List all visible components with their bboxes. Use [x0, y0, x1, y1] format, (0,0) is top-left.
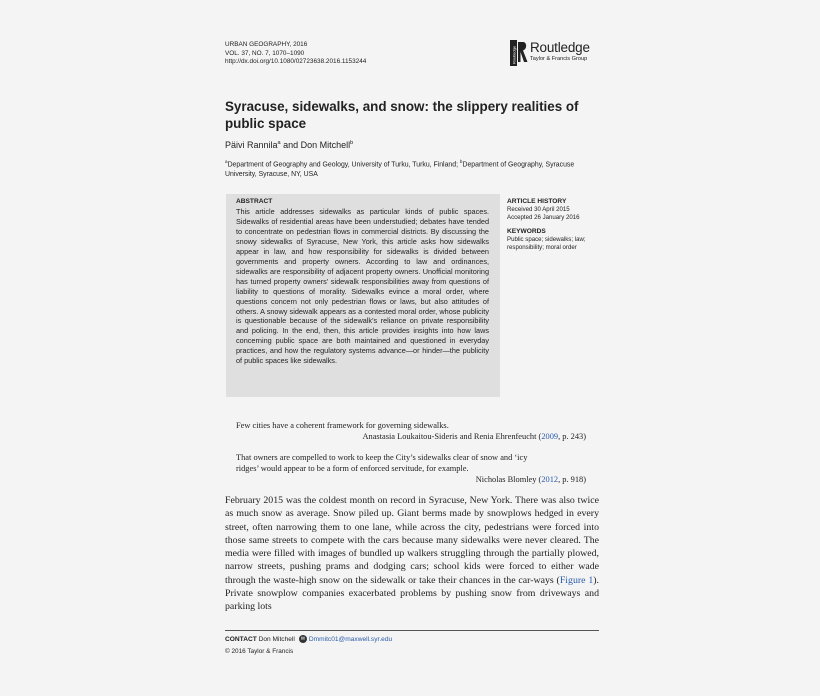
author-line [225, 140, 353, 150]
affiliation-text: Department of Geography and Geology, University of Turku, Turku, Finland; [227, 161, 460, 169]
journal-volume: VOL. 37, NO. 7, 1070–1090 [225, 49, 305, 57]
routledge-logo-icon [510, 40, 528, 66]
article-title: Syracuse, sidewalks, and snow: the slippery realities of public space [225, 99, 579, 131]
abstract-heading: ABSTRACT [236, 198, 273, 205]
footer-divider [225, 630, 599, 631]
journal-doi[interactable]: http://dx.doi.org/10.1080/02723638.2016.1153244 [225, 58, 367, 66]
author-joiner: and [280, 140, 301, 150]
publisher-name: Routledge [530, 40, 590, 55]
contact-name: Don Mitchell [256, 635, 295, 643]
epigraph-quote: ridges’ would appear to be a form of enforced servitude, for example. [236, 464, 469, 473]
publisher-tagline: Taylor & Francis Group [530, 56, 588, 62]
citation-link[interactable]: 2009 [541, 432, 559, 441]
received-date: Received 30 April 2015 [507, 206, 570, 214]
abstract-text: This article addresses sidewalks as particular kinds of public spaces. Sidewalks of residential areas have been understudied; debates have tended to concentrate on pedestrian flows in commercial districts. By discussing the snowy sidewalks of Syracuse, New York, this article asks how sidewalks appear in law, and how responsibility for sidewalks is divided between governments and property owners. According to law and ordinances, sidewalks are responsibility of adjacent property owners. Unofficial monitoring has turned property owners’ sidewalk responsibilities away from questions of liability to questions of morality. Sidewalks evince a moral order, where questions concern not only pedestrian flows or laws, but also attitudes of others. A snowy sidewalk appears as a contested moral order, whose publicity is questionable because of the sidewalk’s reliance on private responsibility and policing. In the end, then, this article provides insights into how laws concerning public space are both maintained and questioned in everyday practices, and how the regulatory systems advance—or hinder—the publicity of public spaces like sidewalks. [236, 207, 489, 366]
article-sidebar [507, 198, 607, 252]
copyright: © 2016 Taylor & Francis [225, 648, 294, 655]
epigraph-quote: Few cities have a coherent framework for governing sidewalks. [236, 421, 449, 430]
figure-link[interactable]: Figure 1 [559, 574, 594, 586]
epigraph-attribution: Nicholas Blomley (2012, p. 918) [475, 475, 586, 484]
affiliation-text: Department of Geography, Syracuse University, Syracuse, NY, USA [225, 161, 575, 179]
accepted-date: Accepted 26 January 2016 [507, 214, 580, 222]
svg-text:Routledge: Routledge [511, 45, 517, 64]
keywords-heading: KEYWORDS [507, 227, 546, 235]
affiliations [225, 157, 600, 180]
citation-link[interactable]: 2012 [541, 475, 559, 484]
journal-info [225, 41, 366, 67]
contact-label: CONTACT [225, 635, 257, 643]
keywords-text: Public space; sidewalks; law; responsibility; moral order [507, 235, 586, 252]
epigraph-quote: That owners are compelled to work to keep the City’s sidewalks clear of snow and ‘icy [236, 453, 528, 462]
affiliation-marker: b [350, 140, 354, 146]
affiliation-marker: a [225, 159, 228, 164]
contact-line [225, 635, 392, 643]
journal-name: URBAN GEOGRAPHY, 2016 [225, 41, 308, 48]
body-paragraph: February 2015 was the coldest month on record in Syracuse, New York. There was also twice as much snow as average. Snow piled up. Giant berms made by snowplows hedged in every street, often narrowing them to one lane, while across the city, pedestrians were forced into those same streets to compete with the cars because many sidewalks were never cleared. The media were filled with images of bundled up walkers struggling through the partially plowed, narrow streets, pushing prams and dodging cars; school kids were forced to either wade through the waste-high snow on the sidewalk or take their chances in the car-ways (Figure 1). Private snowplow companies exacerbated problems by pushing snow from driveways and parking lots [225, 495, 599, 612]
affiliation-marker: b [459, 159, 463, 164]
author-name[interactable]: Don Mitchell [300, 140, 351, 150]
article-history-heading: ARTICLE HISTORY [507, 198, 567, 205]
contact-email[interactable]: Dmmitc01@maxwell.syr.edu [308, 635, 393, 643]
affiliation-marker: a [277, 140, 281, 146]
author-name[interactable]: Päivi Rannila [225, 140, 278, 150]
publisher-logo [510, 40, 602, 66]
email-icon: ✉ [300, 636, 305, 642]
epigraph-attribution: Anastasia Loukaitou-Sideris and Renia Ehrenfeucht (2009, p. 243) [362, 432, 586, 441]
